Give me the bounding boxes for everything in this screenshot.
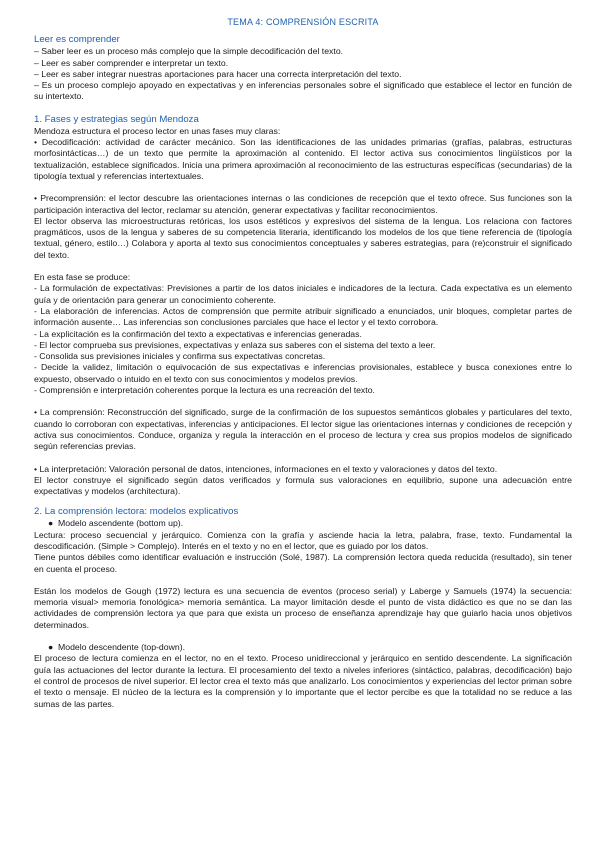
section-heading: 1. Fases y estrategias según Mendoza bbox=[34, 113, 199, 125]
paragraph: – Es un proceso complejo apoyado en expectativas y en inferencias personales sobre el significado que establece el lector en función de su intertexto. bbox=[34, 80, 572, 102]
section-leer-es-comprender bbox=[34, 34, 572, 102]
list-item: - La elaboración de inferencias. Actos de comprensión que permite atribuir significado a enunciados, unir bloques, completar partes de información ausente… Las inferencias son conclusiones parciales que hace el lector y el texto corrobora. bbox=[34, 305, 572, 328]
paragraph: – Leer es saber integrar nuestras aportaciones para hacer una correcta interpretación del texto. bbox=[34, 68, 402, 79]
section-heading: Leer es comprender bbox=[34, 34, 120, 46]
bullet-item bbox=[48, 518, 572, 529]
bullet-text: Modelo ascendente (bottom up). bbox=[58, 518, 184, 529]
list-item: - Comprensión e interpretación coherentes porque la lectura es una recreación del texto. bbox=[34, 385, 375, 396]
paragraph-decodificacion: • Decodificación: actividad de carácter mecánico. Son las identificaciones de las unidades primarias (grafías, palabras, estructuras morfosintácticas…) de un texto que permite la aproximación al contenido. El lector activa sus conocimientos lingüísticos por la textualización, establece significados. Inicia una primera aproximación al reconocimiento de las estructuras específicas (secundarias) de la tipología textual y referencias intertextuales. bbox=[34, 137, 572, 181]
list-item: - El lector comprueba sus previsiones, expectativas y enlaza sus saberes con el sistema del texto a leer. bbox=[34, 339, 436, 350]
paragraph-precomprension: • Precomprensión: el lector descubre las orientaciones internas o las condiciones de recepción que el texto ofrece. Sus funciones son la participación interactiva del lector, reclamar su atención, generar expectativas y facilitar reconocimientos. bbox=[34, 193, 572, 215]
paragraph: – Leer es saber comprender e interpretar un texto. bbox=[34, 57, 229, 68]
bullet-item bbox=[48, 642, 572, 653]
bullet-text: Modelo descendente (top-down). bbox=[58, 642, 186, 653]
bullet-icon: ● bbox=[48, 642, 54, 653]
section-modelos-explicativos bbox=[34, 506, 572, 709]
paragraph-comprension: • La comprensión: Reconstrucción del significado, surge de la confirmación de los supuestos semánticos globales y particulares del texto, cuando lo corroboran con expectativas, inferencias y anticipaciones. El lector sigue las orientaciones internas y condiciones de recepción y activa sus conocimientos. Conduce, organiza y regula la interacción en el proceso de lectura y crea sus propios modelos de significado según referencias previas. bbox=[34, 407, 572, 452]
list-item: - La explicitación es la confirmación del texto a expectativas e inferencias generadas. bbox=[34, 328, 362, 339]
paragraph: Tiene puntos débiles como identificar evaluación e instrucción (Solé, 1987). La comprensión lectora queda reducida (resultado), sin tener en cuenta el proceso. bbox=[34, 552, 572, 574]
paragraph: El lector observa las microestructuras retóricas, los usos estéticos y expresivos del sistema de la lengua. Los relaciona con factores pragmáticos, usos de la lengua y saberes de su competencia literaria, identificando los modelos de los que tiene referencia de (tipología textual, género, estilo…) Colabora y aporta al texto sus conocimientos conceptuales y saberes estrategias, para (re)construir el significado del texto. bbox=[34, 215, 572, 260]
paragraph: – Saber leer es un proceso más complejo que la simple decodificación del texto. bbox=[34, 46, 344, 57]
paragraph: En esta fase se produce: bbox=[34, 272, 131, 283]
list-item: - Decide la validez, limitación o equivocación de sus expectativas e inferencias provisionales, establece y busca conexiones entre lo expuesto, observado o intuido en el texto con sus conocimientos y modelos previos. bbox=[34, 362, 572, 384]
bullet-icon: ● bbox=[48, 518, 54, 529]
paragraph: Lectura: proceso secuencial y jerárquico. Comienza con la grafía y asciende hacia la letra, palabra, frase, texto. Fundamental la descodificación. (Simple > Complejo). Interés en el texto y no en el lector, que es guiado por los datos. bbox=[34, 529, 572, 551]
document-title: TEMA 4: COMPRENSIÓN ESCRITA bbox=[227, 17, 379, 27]
section-fases-estrategias bbox=[34, 114, 572, 498]
paragraph: El proceso de lectura comienza en el lector, no en el texto. Proceso unidireccional y jerárquico en sentido descendente. La significación guía las actuaciones del lector durante la lectura. El procesamiento del texto a niveles inferiores (sintáctico, palabras, decodificación) bajo el control de procesos de nivel superior. El lector crea el texto más que analizarlo. Los conocimientos y experiencias del lector priman sobre el texto o mensaje. El núcleo de la lectura es la comprensión y lo importante que el lector percibe es que la totalidad no se reduce a las sumas de las partes. bbox=[34, 653, 572, 709]
paragraph-interpretacion: • La interpretación: Valoración personal de datos, intenciones, informaciones en el texto y valoraciones y datos del texto. bbox=[34, 463, 498, 474]
list-item: - La formulación de expectativas: Previsiones a partir de los datos iniciales e indicadores de la lectura. Cada expectativa es un elemento guía y de orientación para generar un conocimiento coherente. bbox=[34, 283, 572, 305]
list-item: - Consolida sus previsiones iniciales y confirma sus expectativas concretas. bbox=[34, 351, 326, 362]
section-heading: 2. La comprensión lectora: modelos explicativos bbox=[34, 506, 239, 518]
paragraph: El lector construye el significado según datos verificados y formula sus valoraciones en equilibrio, supone una adecuación entre expectativas y modelos (architectura). bbox=[34, 474, 572, 497]
paragraph: Están los modelos de Gough (1972) lectura es una secuencia de eventos (proceso serial) y Laberge y Samuels (1974) la secuencia: memoria visual> memoria fonológica> memoria semántica. La mayor limitación desde el punto de vista didáctico es que no se dan las actividades de comprensión lectora ya que para que exista un proceso de enseñanza aprendizaje hay que guiarlo hacia unos objetivos determinados. bbox=[34, 585, 572, 630]
paragraph: Mendoza estructura el proceso lector en unas fases muy claras: bbox=[34, 125, 281, 136]
